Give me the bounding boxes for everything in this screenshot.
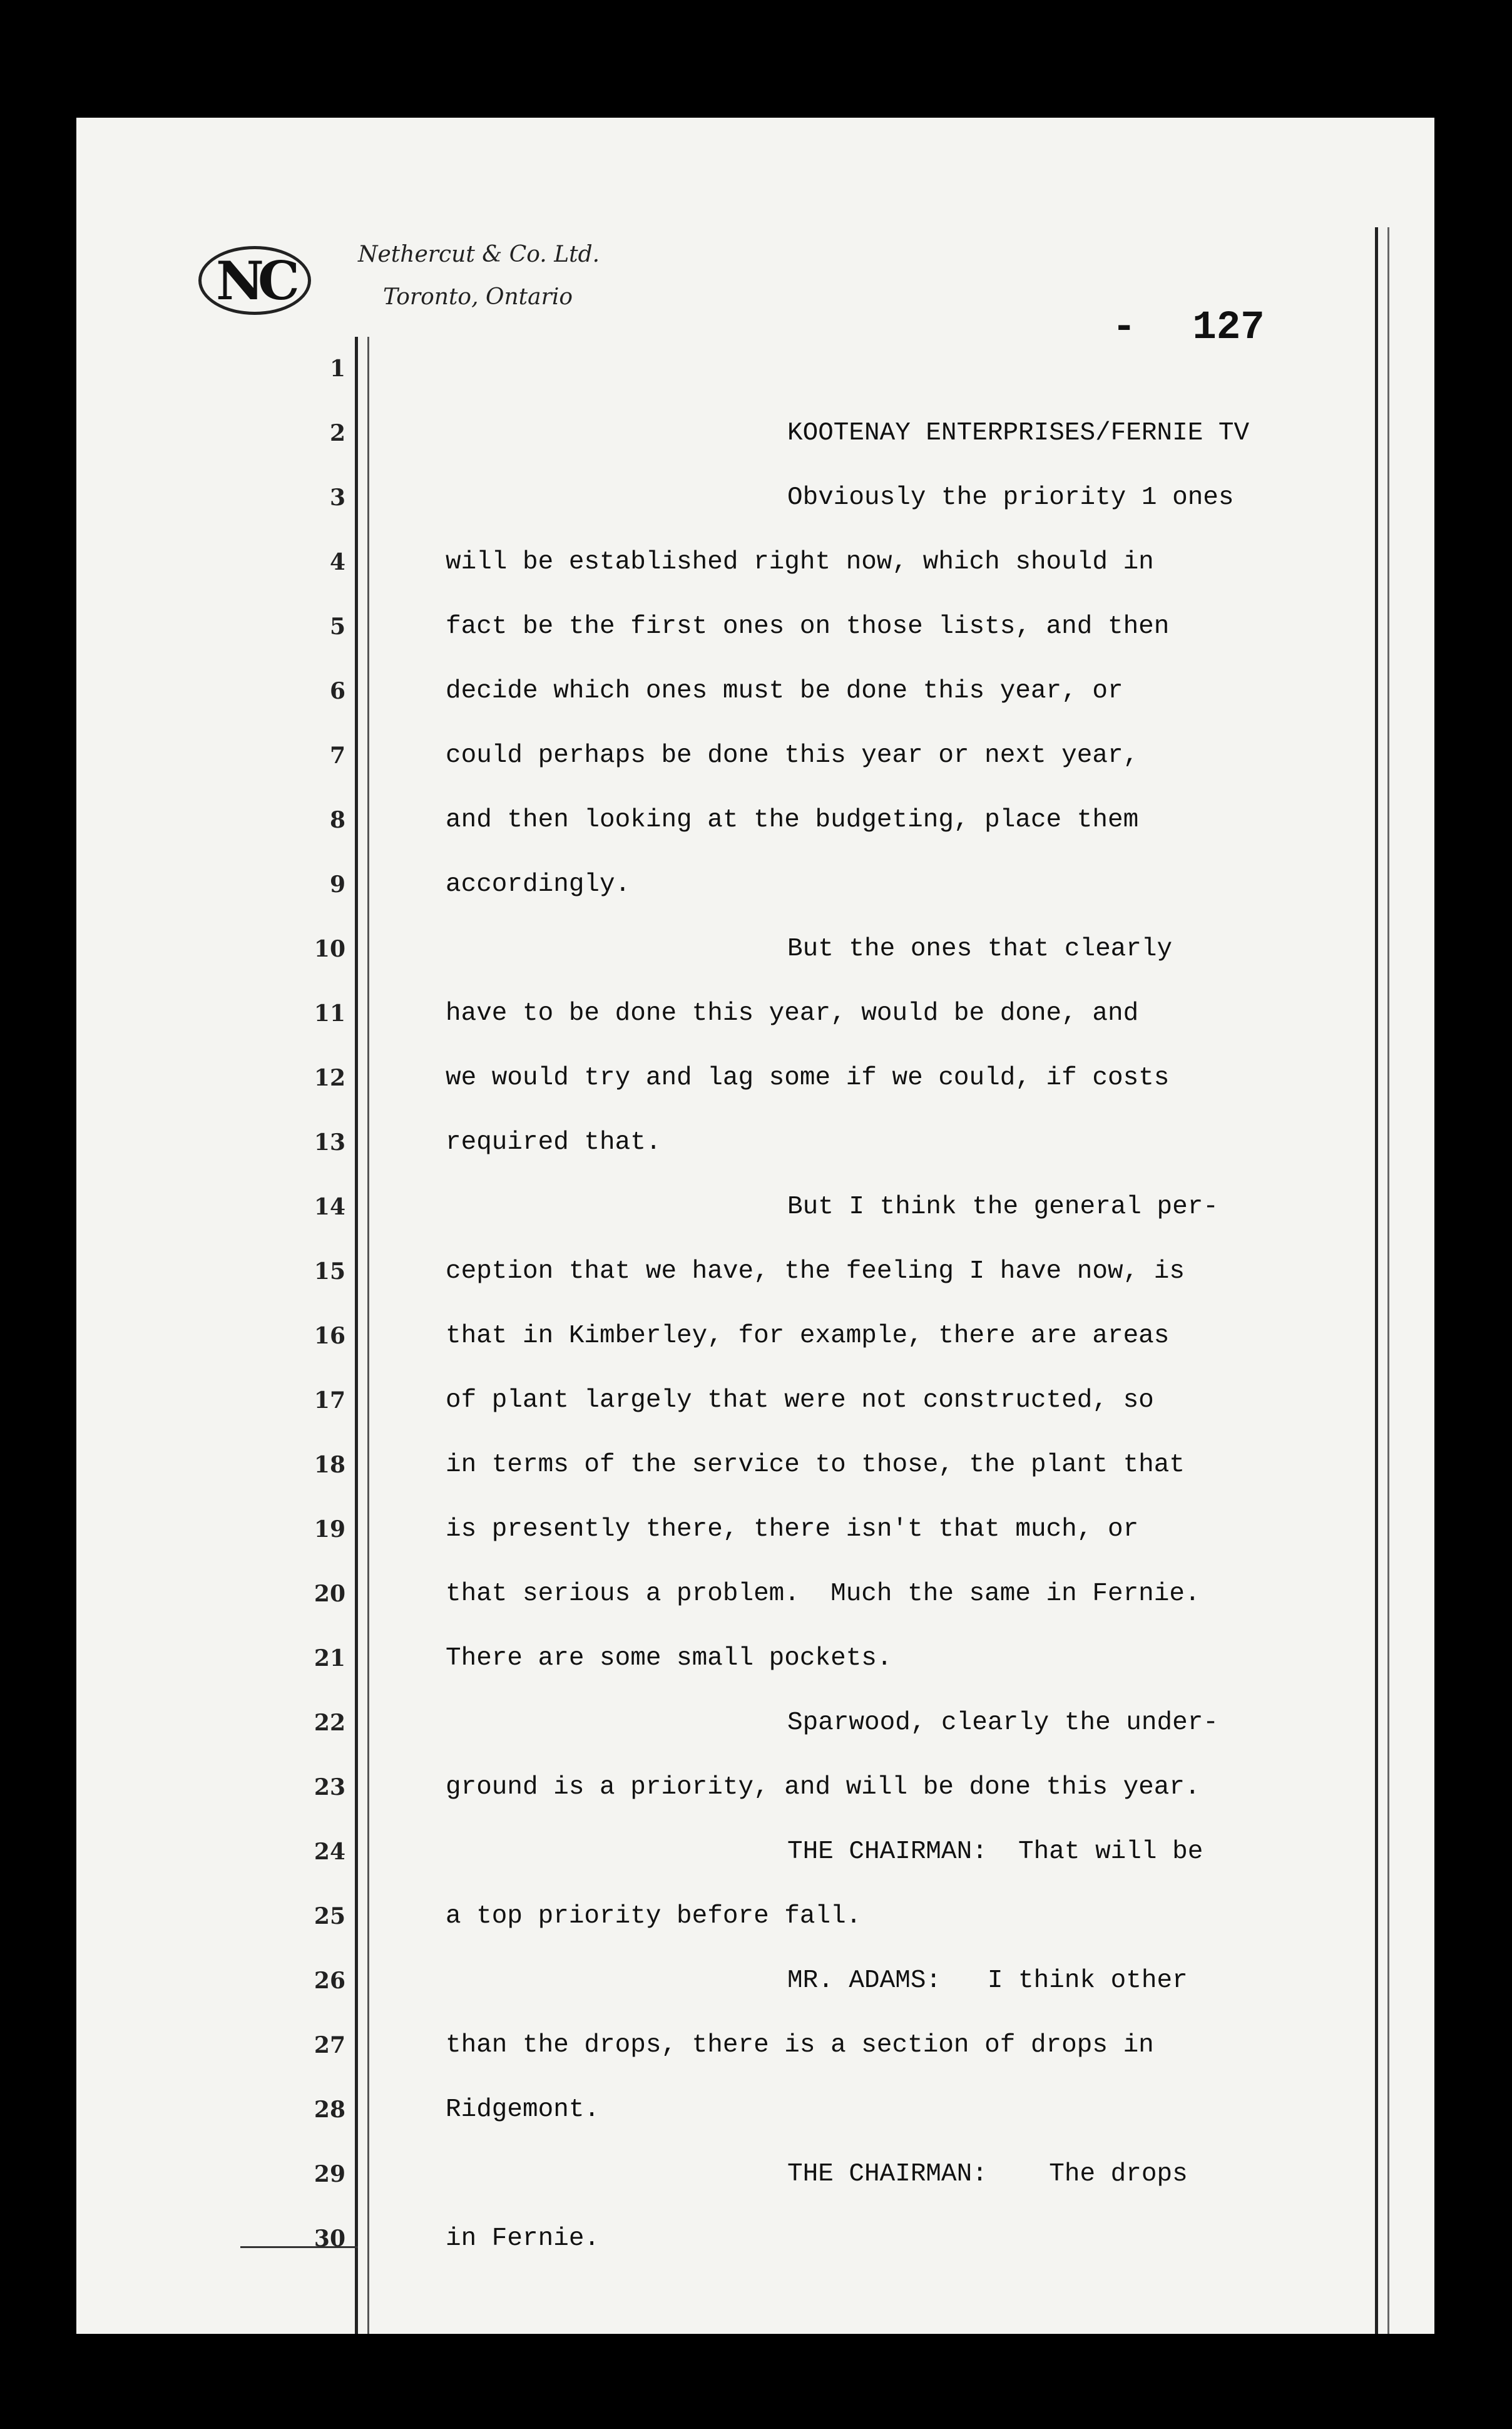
line-number: 20	[314, 1581, 345, 1607]
transcript-line: a top priority before fall.	[446, 1902, 862, 1931]
transcript-line: required that.	[446, 1128, 662, 1157]
punch-hole	[25, 1919, 75, 1969]
transcript-line: fact be the first ones on those lists, and then	[446, 612, 1170, 641]
line-number: 2	[329, 420, 345, 446]
transcript-line: THE CHAIRMAN: That will be	[787, 1837, 1203, 1866]
margin-rule-right-inner	[1387, 227, 1389, 2334]
transcript-line: than the drops, there is a section of drops in	[446, 2031, 1154, 2060]
line-number: 16	[314, 1323, 345, 1349]
transcript-line: decide which ones must be done this year, or	[446, 677, 1123, 706]
line-number: 11	[314, 1000, 345, 1027]
transcript-line: KOOTENAY ENTERPRISES/FERNIE TV	[787, 419, 1250, 448]
transcript-line: of plant largely that were not constructed, so	[446, 1386, 1154, 1415]
transcript-line: is presently there, there isn't that much, or	[446, 1515, 1139, 1544]
transcript-line: that serious a problem. Much the same in Fernie.	[446, 1579, 1200, 1608]
page-number: 127	[1192, 306, 1265, 351]
line-number: 1	[329, 356, 345, 382]
transcript-line: in Fernie.	[446, 2224, 600, 2253]
margin-rule-left-inner	[367, 337, 369, 2334]
transcript-line: in terms of the service to those, the plant that	[446, 1451, 1185, 1479]
line-number: 21	[314, 1645, 345, 1672]
transcript-line: But the ones that clearly	[787, 935, 1173, 963]
transcript-line: and then looking at the budgeting, place them	[446, 806, 1139, 834]
line-number: 30	[314, 2226, 345, 2252]
line-number: 3	[329, 485, 345, 511]
page-number-dash: -	[1112, 306, 1137, 351]
line-number: 26	[314, 1968, 345, 1994]
line-number: 18	[314, 1452, 345, 1478]
firm-letterhead	[358, 234, 600, 319]
transcript-page	[76, 118, 1434, 2334]
line-number: 14	[314, 1194, 345, 1220]
transcript-line: that in Kimberley, for example, there are areas	[446, 1322, 1170, 1350]
line-number: 22	[314, 1710, 345, 1736]
line-number: 27	[314, 2032, 345, 2058]
line-number-column	[283, 337, 345, 2271]
line-number: 17	[314, 1387, 345, 1414]
line-number: 12	[314, 1065, 345, 1091]
line-number: 8	[329, 807, 345, 833]
transcript-line: THE CHAIRMAN: The drops	[787, 2160, 1188, 2189]
transcript-line: accordingly.	[446, 870, 631, 899]
transcript-line: ground is a priority, and will be done this year.	[446, 1773, 1200, 1802]
transcript-line: ception that we have, the feeling I have now, is	[446, 1257, 1185, 1286]
line-number: 29	[314, 2161, 345, 2187]
firm-logo: NC	[198, 246, 311, 315]
transcript-line: we would try and lag some if we could, if costs	[446, 1064, 1170, 1092]
transcript-line: will be established right now, which should in	[446, 548, 1154, 577]
transcript-body	[446, 337, 1384, 2271]
line-number: 6	[329, 678, 345, 704]
line-number: 28	[314, 2097, 345, 2123]
line-number: 15	[314, 1258, 345, 1285]
punch-hole	[25, 476, 75, 526]
transcript-line: Ridgemont.	[446, 2095, 600, 2124]
line-number: 25	[314, 1903, 345, 1929]
transcript-line: have to be done this year, would be done, and	[446, 999, 1139, 1028]
line-number: 4	[329, 549, 345, 575]
transcript-line: There are some small pockets.	[446, 1644, 892, 1673]
transcript-line	[446, 337, 1384, 401]
transcript-line: MR. ADAMS: I think other	[787, 1966, 1188, 1995]
transcript-line: Obviously the priority 1 ones	[787, 483, 1234, 512]
line-number: 24	[314, 1839, 345, 1865]
line-number: 13	[314, 1129, 345, 1156]
line-number: 9	[329, 871, 345, 898]
margin-rule-left	[355, 337, 358, 2334]
punch-hole	[25, 1202, 75, 1252]
line-number: 10	[314, 936, 345, 962]
transcript-line: Sparwood, clearly the under-	[787, 1708, 1218, 1737]
transcript-line: But I think the general per-	[787, 1193, 1218, 1221]
firm-name: Nethercut & Co. Ltd.	[358, 242, 600, 267]
firm-city: Toronto, Ontario	[383, 284, 573, 310]
transcript-line: could perhaps be done this year or next year,	[446, 741, 1139, 770]
line-number: 5	[329, 614, 345, 640]
line-number: 23	[314, 1774, 345, 1800]
line-number: 7	[329, 742, 345, 769]
line-number: 19	[314, 1516, 345, 1543]
